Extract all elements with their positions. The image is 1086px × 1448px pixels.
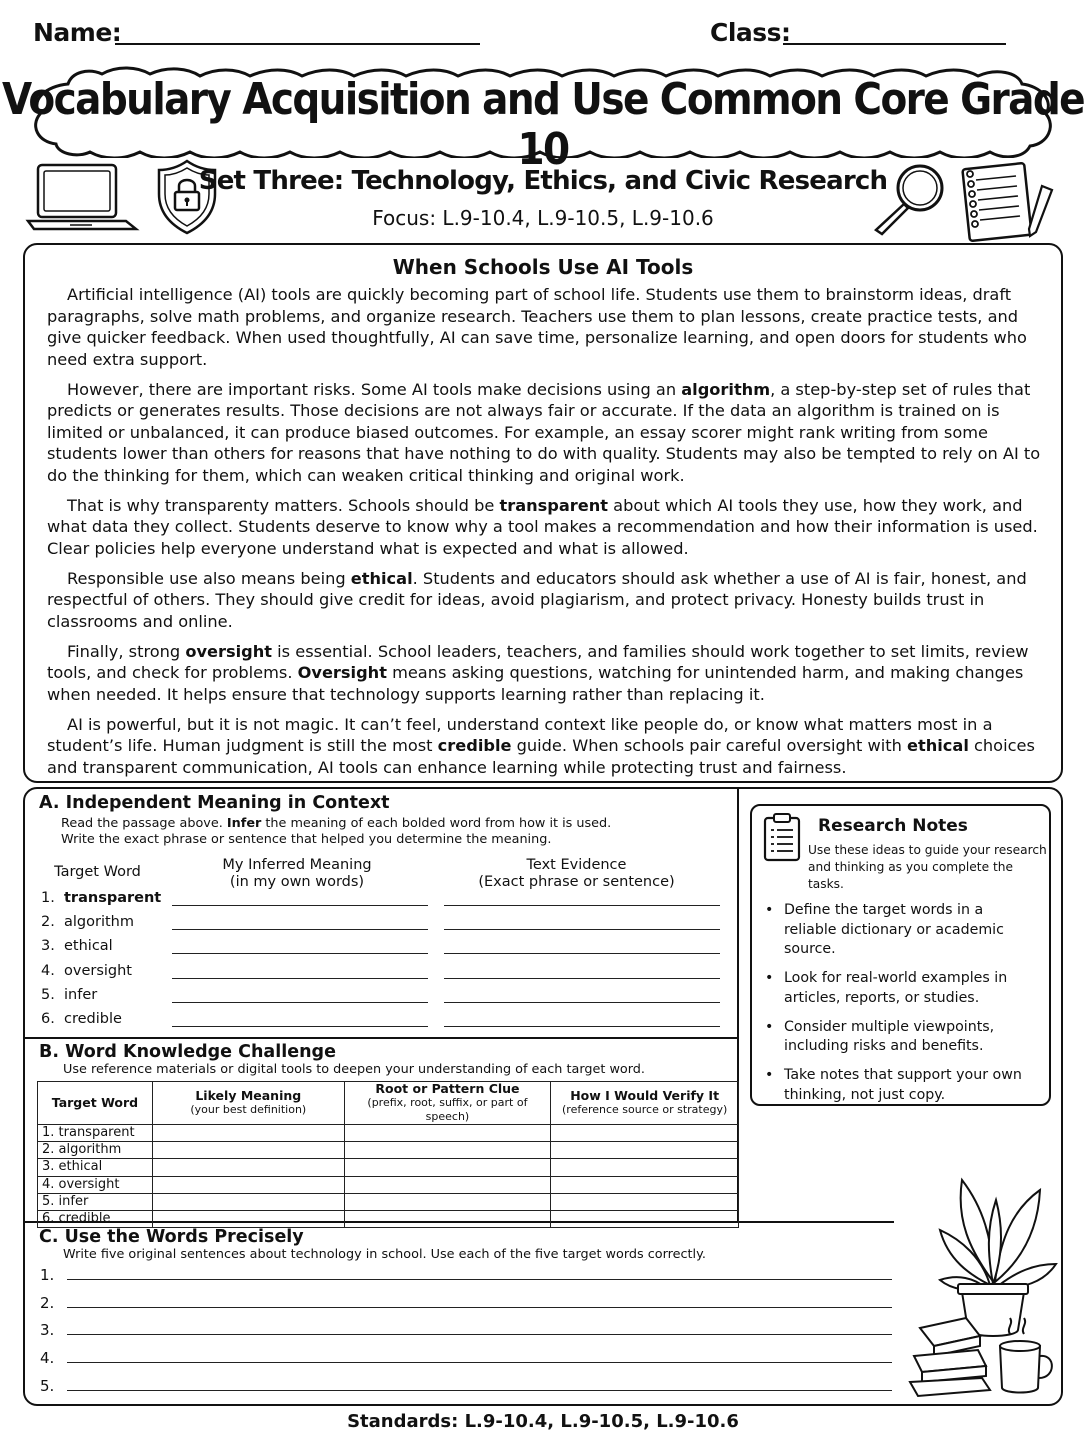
sentence-line[interactable] (67, 1334, 892, 1335)
table-cell-root-clue[interactable] (344, 1176, 551, 1193)
passage-paragraph (47, 284, 1049, 370)
bold-vocab-word: credible (437, 736, 512, 755)
inferred-meaning-line[interactable] (172, 1026, 428, 1027)
table-cell-likely-meaning[interactable] (152, 1159, 344, 1176)
section-a-title: A. Independent Meaning in Context (39, 793, 390, 813)
bullet-icon: • (765, 902, 774, 918)
table-row (38, 1159, 739, 1176)
sentence-line[interactable] (67, 1307, 892, 1308)
sentence-line[interactable] (67, 1362, 892, 1363)
section-divider-ab (24, 1037, 737, 1039)
table-header: Target Word (38, 1082, 153, 1125)
target-word: credible (64, 1011, 122, 1027)
bold-vocab-word: Oversight (297, 663, 387, 682)
section-a-instructions-2: Write the exact phrase or sentence that helped you determine the meaning. (61, 832, 552, 847)
table-row (38, 1142, 739, 1159)
passage-text-span: Artificial intelligence (AI) tools are quickly becoming part of school life. Students use them to brainstorm ideas, draft paragraphs, solve math problems, and organize research. Teachers use them to plan lessons, create practice tests, and give quicker feedback. When used thoughtfully, AI can save time, personalize learning, and open doors for students who need extra support. (47, 285, 1027, 369)
table-row (38, 1210, 739, 1227)
name-line[interactable] (115, 43, 480, 45)
research-note-text: Consider multiple viewpoints, including risks and benefits. (784, 1018, 995, 1054)
bullet-icon: • (765, 1018, 774, 1035)
text-evidence-line[interactable] (444, 953, 720, 954)
target-word: infer (64, 986, 98, 1003)
bold-vocab-word: algorithm (681, 379, 771, 399)
class-label: Class: (710, 18, 791, 47)
passage-text-span: AI is powerful, but it is not magic. It can’t feel, understand context like people do, or know what matters most in a student’s life. Human judgment is still the most (47, 714, 993, 755)
text-evidence-line[interactable] (444, 1026, 720, 1027)
table-header: How I Would Verify It (reference source or strategy) (551, 1082, 739, 1125)
sentence-number: 5. (40, 1376, 55, 1395)
table-cell-target-word: 2. algorithm (38, 1142, 153, 1159)
text-evidence-line[interactable] (444, 929, 720, 930)
research-note-item (765, 1066, 1035, 1105)
table-cell-root-clue[interactable] (344, 1142, 551, 1159)
inferred-meaning-line[interactable] (172, 929, 428, 930)
table-cell-target-word: 1. transparent (38, 1125, 153, 1142)
bold-vocab-word: oversight (185, 641, 273, 661)
table-cell-likely-meaning[interactable] (152, 1142, 344, 1159)
table-cell-root-clue[interactable] (344, 1210, 551, 1227)
table-cell-target-word: 3. ethical (38, 1159, 153, 1176)
inferred-meaning-line[interactable] (172, 978, 428, 979)
text-evidence-line[interactable] (444, 978, 720, 979)
research-note-text: Take notes that support your own thinking, not just copy. (784, 1067, 1022, 1103)
research-note-item (765, 1018, 1035, 1057)
table-cell-verify[interactable] (551, 1193, 739, 1210)
text-evidence-line[interactable] (444, 905, 720, 906)
row-number: 4. (41, 962, 55, 979)
row-number: 5. (41, 986, 55, 1003)
sentence-number: 1. (40, 1266, 55, 1284)
bold-vocab-word: ethical (907, 736, 969, 755)
passage-text-span: about which AI tools they use, how they work, and what data they collect. Students deserve to know why a tool makes a recommendation and how their information is used. Clear policies help everyone understand what is expected and what is allowed. (47, 495, 1038, 558)
sentence-line[interactable] (67, 1279, 892, 1280)
passage-text-span: choices and transparent communication, AI tools can enhance learning while protecting trust and fairness. (47, 736, 1035, 777)
plant-books-mug-illustration (900, 1160, 1062, 1400)
set-subtitle: Set Three: Technology, Ethics, and Civic Research (198, 166, 888, 196)
sentence-number: 3. (40, 1321, 55, 1340)
inferred-meaning-line[interactable] (172, 953, 428, 954)
table-cell-likely-meaning[interactable] (152, 1193, 344, 1210)
table-cell-target-word: 4. oversight (38, 1176, 153, 1193)
table-cell-root-clue[interactable] (344, 1193, 551, 1210)
section-c-instructions: Write five original sentences about technology in school. Use each of the five target words correctly. (63, 1247, 706, 1262)
section-c-title: C. Use the Words Precisely (39, 1227, 304, 1247)
passage-text-span: , a step-by-step set of rules that predicts or generates results. Those decisions are not always fair or accurate. If the data an algorithm is trained on is limited or unbalanced, it can produce biased outcomes. For example, an essay scorer might rank writing from some students lower than others for reasons that have nothing to do with quality. Students may also be tempted to rely on AI to do the thinking for them, which can weaken critical thinking and original work. (47, 379, 1041, 485)
passage-text-span: That is why transparenty matters. Schools should be (67, 495, 500, 515)
passage-text-span: is essential. School leaders, teachers, and families should work together to set limits, review tools, and check for problems. (47, 641, 1029, 682)
section-b-instructions: Use reference materials or digital tools to deepen your understanding of each target word. (63, 1062, 645, 1077)
footer-standards: Standards: L.9-10.4, L.9-10.5, L.9-10.6 (347, 1411, 739, 1432)
table-header: Root or Pattern Clue (prefix, root, suffix, or part of speech) (344, 1082, 551, 1125)
target-word: transparent (64, 890, 162, 906)
passage-text-span: . Students and educators should ask whether a use of AI is fair, honest, and respectful of others. They should give credit for ideas, avoid plagiarism, and protect privacy. Honesty builds trust in classrooms and online. (47, 568, 1027, 631)
table-row (38, 1193, 739, 1210)
table-cell-root-clue[interactable] (344, 1125, 551, 1142)
table-cell-verify[interactable] (551, 1176, 739, 1193)
target-word: oversight (64, 962, 132, 979)
passage-paragraph (47, 714, 1049, 779)
passage-paragraph (47, 568, 1049, 633)
passage-title: When Schools Use AI Tools (392, 255, 694, 279)
table-cell-likely-meaning[interactable] (152, 1176, 344, 1193)
clipboard-icon (762, 812, 802, 862)
target-word: ethical (64, 938, 113, 955)
table-row (38, 1125, 739, 1142)
col-text-evidence: Text Evidence (Exact phrase or sentence) (478, 857, 675, 890)
table-cell-likely-meaning[interactable] (152, 1210, 344, 1227)
class-line[interactable] (783, 43, 1006, 45)
table-cell-verify[interactable] (551, 1142, 739, 1159)
passage-paragraph (47, 379, 1049, 487)
bold-vocab-word: transparent (499, 495, 609, 515)
passage-text-span: Responsible use also means being (67, 568, 351, 588)
word-knowledge-table (37, 1081, 739, 1228)
table-cell-verify[interactable] (551, 1125, 739, 1142)
research-note-text: Define the target words in a reliable dictionary or academic source. (784, 902, 1004, 957)
row-number: 3. (41, 938, 55, 955)
research-note-text: Look for real-world examples in articles, reports, or studies. (784, 970, 1008, 1006)
research-notes-subtitle: Use these ideas to guide your research and thinking as you complete the tasks. (808, 843, 1047, 891)
passage-text-span: Finally, strong (67, 641, 186, 661)
passage-paragraph (47, 641, 1049, 706)
col-target-word: Target Word (54, 864, 141, 880)
name-label: Name: (33, 18, 122, 47)
target-word: algorithm (64, 914, 134, 931)
sentence-number: 2. (40, 1293, 55, 1312)
table-row (38, 1176, 739, 1193)
inferred-meaning-line[interactable] (172, 905, 428, 906)
table-cell-target-word: 5. infer (38, 1193, 153, 1210)
table-cell-likely-meaning[interactable] (152, 1125, 344, 1142)
row-number: 2. (41, 914, 55, 931)
text-evidence-line[interactable] (444, 1002, 720, 1003)
research-notes-title: Research Notes (818, 816, 968, 836)
research-note-item (765, 969, 1035, 1008)
col-inferred-meaning: My Inferred Meaning (in my own words) (222, 857, 372, 890)
table-cell-target-word: 6. credible (38, 1210, 153, 1227)
bullet-icon: • (765, 1067, 774, 1083)
inferred-meaning-line[interactable] (172, 1002, 428, 1003)
table-header: Likely Meaning (your best definition) (152, 1082, 344, 1125)
bullet-icon: • (765, 970, 774, 986)
passage-text-span: means asking questions, watching for unintended harm, and making changes when needed. It helps ensure that technology supports learning rather than replacing it. (47, 663, 1024, 704)
passage-paragraph (47, 495, 1049, 560)
focus-standards: Focus: L.9-10.4, L.9-10.5, L.9-10.6 (372, 206, 714, 230)
table-cell-root-clue[interactable] (344, 1159, 551, 1176)
row-number: 1. (41, 890, 55, 906)
bold-vocab-word: ethical (350, 568, 413, 588)
sentence-line[interactable] (67, 1390, 892, 1391)
section-b-title: B. Word Knowledge Challenge (39, 1042, 336, 1062)
row-number: 6. (41, 1011, 55, 1027)
research-notes-list (765, 901, 1035, 1115)
table-cell-verify[interactable] (551, 1210, 739, 1227)
passage-text-span: However, there are important risks. Some AI tools make decisions using an (67, 379, 682, 399)
passage-text (47, 284, 1049, 787)
sentence-number: 4. (40, 1349, 55, 1368)
worksheet-title: Vocabulary Acquisition and Use Common Core Grade 10 (1, 74, 1085, 176)
research-note-item (765, 901, 1035, 960)
section-a-instructions: Read the passage above. Infer the meaning of each bolded word from how it is used. (61, 816, 612, 831)
passage-text-span: guide. When schools pair careful oversight with (511, 736, 908, 755)
table-cell-verify[interactable] (551, 1159, 739, 1176)
